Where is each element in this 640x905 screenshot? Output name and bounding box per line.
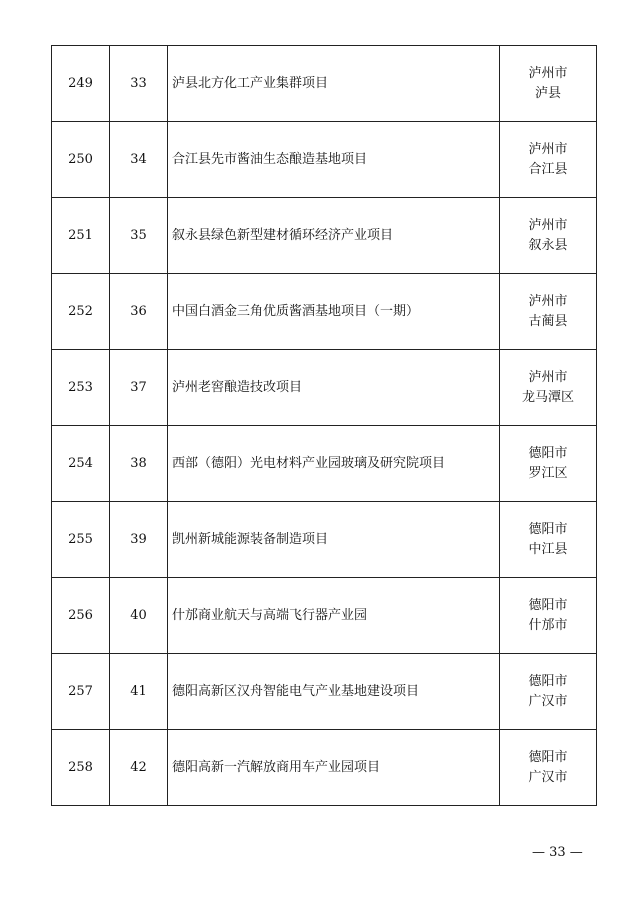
row-project-name: 中国白酒金三角优质酱酒基地项目（一期） bbox=[168, 274, 500, 350]
row-city: 德阳市 bbox=[528, 749, 568, 765]
row-project-name: 什邡商业航天与高端飞行器产业园 bbox=[168, 578, 500, 654]
row-project-name: 德阳高新一汽解放商用车产业园项目 bbox=[168, 730, 500, 806]
row-sub-seq: 34 bbox=[110, 122, 168, 198]
row-city: 泸州市 bbox=[528, 217, 568, 233]
row-seq: 251 bbox=[52, 198, 110, 274]
row-district: 罗江区 bbox=[528, 465, 568, 481]
row-seq: 255 bbox=[52, 502, 110, 578]
row-sub-seq: 40 bbox=[110, 578, 168, 654]
row-district: 广汉市 bbox=[528, 693, 568, 709]
project-table bbox=[51, 45, 597, 806]
table-row bbox=[52, 350, 597, 426]
row-city: 泸州市 bbox=[528, 65, 568, 81]
row-seq: 258 bbox=[52, 730, 110, 806]
row-sub-seq: 41 bbox=[110, 654, 168, 730]
row-location bbox=[500, 198, 597, 274]
table-row bbox=[52, 730, 597, 806]
row-city: 德阳市 bbox=[528, 673, 568, 689]
row-seq: 249 bbox=[52, 46, 110, 122]
row-district: 泸县 bbox=[534, 85, 561, 101]
table-row bbox=[52, 274, 597, 350]
row-district: 叙永县 bbox=[528, 237, 568, 253]
row-city: 德阳市 bbox=[528, 521, 568, 537]
row-sub-seq: 38 bbox=[110, 426, 168, 502]
row-location bbox=[500, 426, 597, 502]
row-district: 广汉市 bbox=[528, 769, 568, 785]
row-sub-seq: 33 bbox=[110, 46, 168, 122]
table-row bbox=[52, 122, 597, 198]
row-project-name: 凯州新城能源装备制造项目 bbox=[168, 502, 500, 578]
row-location bbox=[500, 578, 597, 654]
row-sub-seq: 36 bbox=[110, 274, 168, 350]
row-seq: 252 bbox=[52, 274, 110, 350]
row-sub-seq: 35 bbox=[110, 198, 168, 274]
row-project-name: 泸州老窖酿造技改项目 bbox=[168, 350, 500, 426]
table-row bbox=[52, 46, 597, 122]
row-sub-seq: 39 bbox=[110, 502, 168, 578]
row-seq: 253 bbox=[52, 350, 110, 426]
table-row bbox=[52, 502, 597, 578]
row-district: 合江县 bbox=[528, 161, 568, 177]
row-project-name: 合江县先市酱油生态酿造基地项目 bbox=[168, 122, 500, 198]
row-city: 德阳市 bbox=[528, 597, 568, 613]
row-city: 泸州市 bbox=[528, 369, 568, 385]
row-location bbox=[500, 654, 597, 730]
row-seq: 254 bbox=[52, 426, 110, 502]
row-seq: 250 bbox=[52, 122, 110, 198]
row-location bbox=[500, 730, 597, 806]
row-seq: 257 bbox=[52, 654, 110, 730]
row-sub-seq: 42 bbox=[110, 730, 168, 806]
row-district: 中江县 bbox=[528, 541, 568, 557]
row-project-name: 德阳高新区汉舟智能电气产业基地建设项目 bbox=[168, 654, 500, 730]
row-district: 龙马潭区 bbox=[521, 389, 574, 405]
row-city: 泸州市 bbox=[528, 141, 568, 157]
row-sub-seq: 37 bbox=[110, 350, 168, 426]
row-location bbox=[500, 502, 597, 578]
row-district: 古蔺县 bbox=[528, 313, 568, 329]
row-district: 什邡市 bbox=[528, 617, 568, 633]
row-location bbox=[500, 46, 597, 122]
table-row bbox=[52, 198, 597, 274]
page-number: — 33 — bbox=[532, 845, 583, 860]
row-location bbox=[500, 350, 597, 426]
row-location bbox=[500, 122, 597, 198]
row-location bbox=[500, 274, 597, 350]
row-seq: 256 bbox=[52, 578, 110, 654]
table-row bbox=[52, 578, 597, 654]
table-row bbox=[52, 426, 597, 502]
row-city: 泸州市 bbox=[528, 293, 568, 309]
table-row bbox=[52, 654, 597, 730]
row-project-name: 西部（德阳）光电材料产业园玻璃及研究院项目 bbox=[168, 426, 500, 502]
row-project-name: 叙永县绿色新型建材循环经济产业项目 bbox=[168, 198, 500, 274]
row-project-name: 泸县北方化工产业集群项目 bbox=[168, 46, 500, 122]
row-city: 德阳市 bbox=[528, 445, 568, 461]
